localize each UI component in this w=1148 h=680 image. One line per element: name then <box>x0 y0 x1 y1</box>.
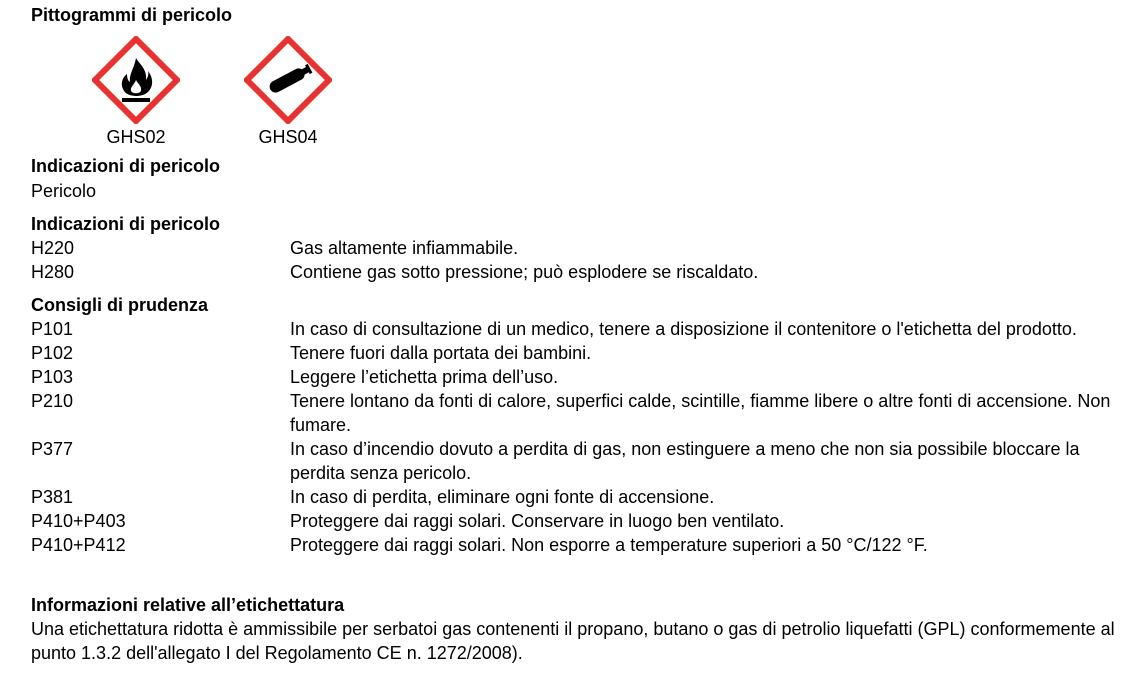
pictogram-ghs02 <box>92 36 180 156</box>
table-row <box>31 260 1131 284</box>
statement-text: Tenere lontano da fonti di calore, superfici calde, scintille, fiamme libere o altre fonti di accensione. Non fumare. <box>290 391 1111 435</box>
table-row <box>31 317 1131 341</box>
table-row <box>31 341 1131 365</box>
hazard-statements-list <box>31 236 1131 284</box>
table-row <box>31 365 1131 389</box>
flame-icon <box>92 36 180 124</box>
statement-code: H280 <box>31 262 75 282</box>
statement-text: Contiene gas sotto pressione; può esplodere se riscaldato. <box>290 262 759 282</box>
pictogram-ghs04 <box>244 36 332 156</box>
statement-text: Tenere fuori dalla portata dei bambini. <box>290 343 592 363</box>
signal-word-value: Pericolo <box>31 181 97 201</box>
statement-code: P410+P412 <box>31 535 126 555</box>
pictogram-code: GHS04 <box>258 127 318 147</box>
table-row <box>31 533 1131 557</box>
signal-word-heading: Indicazioni di pericolo <box>31 156 221 176</box>
table-row <box>31 236 1131 260</box>
statement-code: P377 <box>31 439 74 459</box>
gas-cylinder-icon <box>244 36 332 124</box>
statement-code: H220 <box>31 238 75 258</box>
statement-text: In caso d’incendio dovuto a perdita di gas, non estinguere a meno che non sia possibile bloccare la perdita senza pericolo. <box>290 439 1080 483</box>
statement-text: Proteggere dai raggi solari. Non esporre a temperature superiori a 50 °C/122 °F. <box>290 535 928 555</box>
labelling-info-heading: Informazioni relative all’etichettatura <box>31 595 345 615</box>
table-row <box>31 509 1131 533</box>
statement-code: P101 <box>31 319 74 339</box>
statement-text: In caso di perdita, eliminare ogni fonte di accensione. <box>290 487 715 507</box>
pictograms-heading: Pittogrammi di pericolo <box>31 5 233 25</box>
precautionary-statements-heading: Consigli di prudenza <box>31 295 209 315</box>
statement-text: In caso di consultazione di un medico, tenere a disposizione il contenitore o l'etichetta del prodotto. <box>290 319 1077 339</box>
statement-code: P103 <box>31 367 74 387</box>
hazard-statements-heading: Indicazioni di pericolo <box>31 214 221 234</box>
pictogram-code: GHS02 <box>106 127 166 147</box>
precautionary-statements-list <box>31 317 1131 557</box>
table-row <box>31 389 1131 437</box>
labelling-info-text: Una etichettatura ridotta è ammissibile per serbatoi gas contenenti il propano, butano o gas di petrolio liquefatti (GPL) conformemente al punto 1.3.2 dell'allegato I del Regolamento CE n. 1272/2008). <box>31 619 1115 663</box>
statement-text: Proteggere dai raggi solari. Conservare in luogo ben ventilato. <box>290 511 785 531</box>
statement-text: Leggere l’etichetta prima dell’uso. <box>290 367 559 387</box>
statement-code: P381 <box>31 487 74 507</box>
table-row <box>31 485 1131 509</box>
statement-code: P410+P403 <box>31 511 126 531</box>
statement-text: Gas altamente infiammabile. <box>290 238 519 258</box>
table-row <box>31 437 1131 485</box>
statement-code: P102 <box>31 343 74 363</box>
statement-code: P210 <box>31 391 74 411</box>
